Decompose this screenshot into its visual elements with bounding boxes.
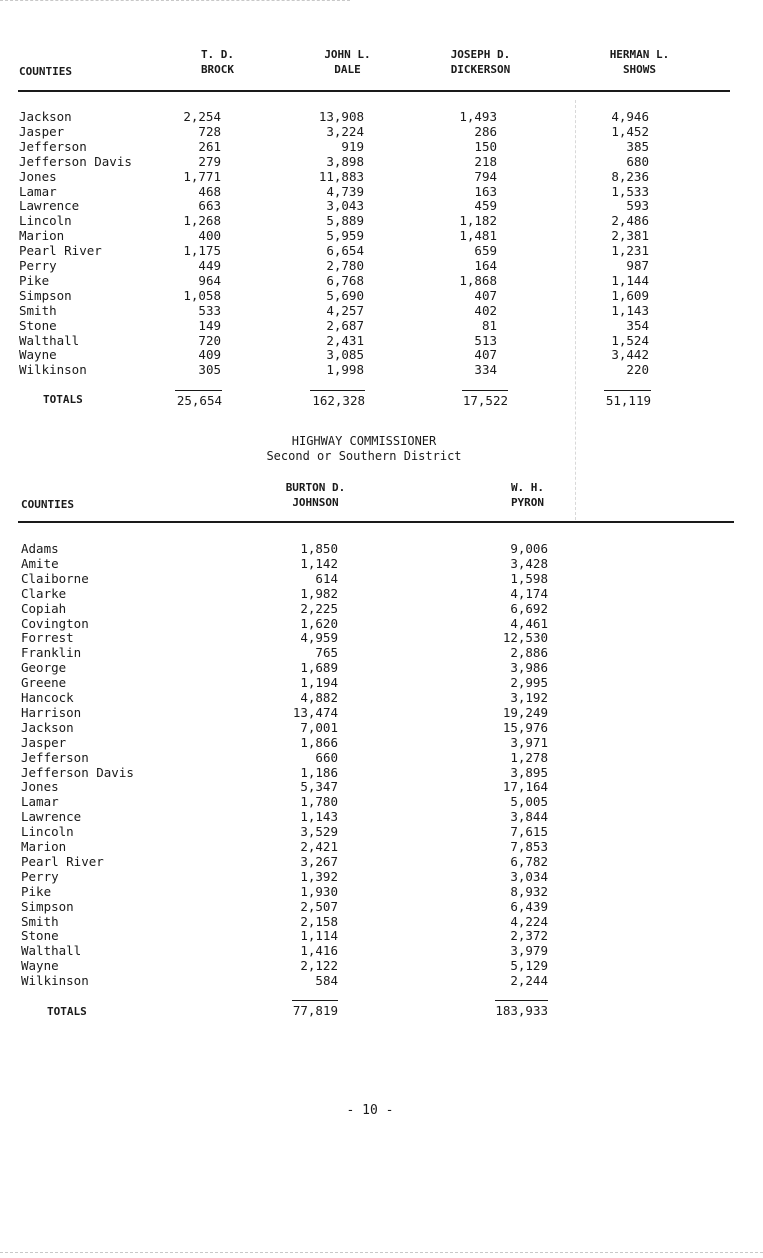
column-header-line: DALE [334, 63, 361, 76]
column-header-line: BURTON D. [285, 481, 346, 494]
vote-count: 1,194 [300, 675, 338, 691]
column-header-line: W. H. [510, 481, 545, 494]
vote-count: 164 [474, 258, 497, 273]
vote-count: 1,144 [611, 272, 649, 288]
table-row [19, 288, 719, 303]
vote-count: 4,174 [510, 585, 548, 601]
vote-count: 6,654 [326, 243, 364, 259]
vote-count: 6,692 [510, 600, 548, 616]
vote-count: 5,347 [300, 779, 338, 795]
vote-count: 2,995 [510, 675, 548, 691]
vote-count: 720 [198, 332, 221, 348]
table-row [19, 362, 719, 377]
vote-count: 3,986 [510, 660, 548, 676]
totals-label: TOTALS [47, 1005, 87, 1018]
county-name: Lamar [21, 794, 59, 810]
vote-count: 8,932 [510, 883, 548, 899]
county-name: Jones [21, 779, 59, 795]
column-header-johnson [268, 480, 363, 510]
county-name: Pike [19, 272, 50, 288]
vote-count: 6,439 [510, 898, 548, 914]
vote-count: 1,186 [300, 764, 338, 780]
column-header-line: DICKERSON [450, 63, 511, 76]
vote-count: 964 [198, 272, 221, 288]
vote-count: 1,598 [510, 570, 548, 586]
county-name: Smith [21, 913, 59, 929]
vote-count: 6,782 [510, 853, 548, 869]
vote-count: 1,998 [326, 362, 364, 378]
vote-count: 409 [198, 347, 221, 363]
vote-count: 2,158 [300, 913, 338, 929]
vote-count: 449 [198, 258, 221, 273]
vote-count: 1,780 [300, 794, 338, 810]
vote-count: 220 [626, 362, 649, 378]
vote-count: 3,844 [510, 809, 548, 825]
county-name: Covington [21, 615, 89, 631]
vote-count: 1,982 [300, 585, 338, 601]
vote-count: 19,249 [502, 704, 548, 720]
vote-count: 660 [315, 749, 338, 765]
vote-count: 1,143 [611, 302, 649, 318]
totals-row [0, 390, 763, 408]
vote-count: 614 [315, 570, 338, 586]
county-name: Pearl River [21, 853, 104, 869]
table-row [21, 958, 621, 973]
county-name: Simpson [19, 287, 72, 303]
vote-count: 1,866 [300, 734, 338, 750]
vote-count: 1,175 [183, 243, 221, 259]
table-row [21, 541, 621, 556]
vote-count: 1,533 [611, 183, 649, 199]
vote-count: 4,461 [510, 615, 548, 631]
vote-count: 2,780 [326, 258, 364, 273]
county-name: Jefferson [19, 138, 87, 154]
vote-count: 1,182 [459, 213, 497, 229]
column-header-line: PYRON [510, 496, 545, 509]
county-name: Lawrence [21, 809, 82, 825]
table-row [21, 645, 621, 660]
county-name: Jefferson [21, 749, 89, 765]
table-row [19, 333, 719, 348]
table-row [21, 750, 621, 765]
vote-count: 1,850 [300, 541, 338, 556]
table-row [21, 884, 621, 899]
county-name: Claiborne [21, 570, 89, 586]
county-name: Greene [21, 675, 67, 691]
scan-edge-bottom [0, 1252, 763, 1253]
vote-count: 1,771 [183, 168, 221, 184]
column-header-line: SHOWS [622, 63, 657, 76]
county-name: Hancock [21, 690, 74, 705]
county-name: Perry [21, 868, 59, 884]
total-dickerson: 17,522 [462, 390, 508, 410]
vote-count: 5,889 [326, 213, 364, 229]
vote-count: 3,971 [510, 734, 548, 750]
table-row [21, 601, 621, 616]
table-row [21, 809, 621, 824]
vote-count: 659 [474, 243, 497, 259]
total-dale: 162,328 [310, 390, 365, 410]
vote-count: 2,886 [510, 645, 548, 661]
county-name: Jackson [21, 719, 74, 735]
vote-count: 1,278 [510, 749, 548, 765]
vote-count: 3,043 [326, 198, 364, 214]
table-row [21, 660, 621, 675]
county-name: Jasper [21, 734, 67, 750]
table-row [19, 184, 719, 199]
vote-count: 1,114 [300, 928, 338, 944]
vote-count: 354 [626, 317, 649, 333]
vote-count: 7,615 [510, 824, 548, 840]
total-pyron: 183,933 [495, 1000, 548, 1020]
column-header-line: HERMAN L. [609, 48, 670, 61]
table-row [21, 720, 621, 735]
vote-count: 4,959 [300, 630, 338, 646]
column-header-brock [170, 47, 265, 77]
county-name: Jones [19, 168, 57, 184]
vote-count: 3,895 [510, 764, 548, 780]
vote-count: 3,979 [510, 943, 548, 959]
vote-count: 459 [474, 198, 497, 214]
county-name: Marion [19, 228, 65, 244]
total-shows: 51,119 [604, 390, 651, 410]
vote-count: 1,493 [459, 109, 497, 124]
vote-count: 5,959 [326, 228, 364, 244]
table-row [19, 198, 719, 213]
county-name: Wayne [21, 958, 59, 974]
table-row [21, 899, 621, 914]
vote-count: 150 [474, 138, 497, 154]
column-header-dickerson [428, 47, 533, 77]
column-header-dale [300, 47, 395, 77]
table-row [21, 973, 621, 988]
vote-count: 2,372 [510, 928, 548, 944]
vote-count: 987 [626, 258, 649, 273]
county-name: Smith [19, 302, 57, 318]
vote-count: 1,058 [183, 287, 221, 303]
table-row [21, 705, 621, 720]
vote-count: 149 [198, 317, 221, 333]
county-name: Forrest [21, 630, 74, 646]
vote-count: 3,529 [300, 824, 338, 840]
vote-count: 15,976 [502, 719, 548, 735]
vote-count: 1,452 [611, 123, 649, 139]
table-row [21, 914, 621, 929]
vote-count: 2,687 [326, 317, 364, 333]
table-row [19, 318, 719, 333]
vote-count: 261 [198, 138, 221, 154]
vote-count: 12,530 [502, 630, 548, 646]
vote-count: 593 [626, 198, 649, 214]
vote-count: 584 [315, 973, 338, 989]
column-header-line: JOHN L. [324, 48, 371, 61]
vote-count: 1,524 [611, 332, 649, 348]
vote-count: 305 [198, 362, 221, 378]
vote-count: 279 [198, 153, 221, 169]
vote-count: 728 [198, 123, 221, 139]
county-name: Wilkinson [21, 973, 89, 989]
table-row [21, 869, 621, 884]
county-name: Jackson [19, 109, 72, 124]
vote-count: 1,392 [300, 868, 338, 884]
vote-count: 2,431 [326, 332, 364, 348]
vote-count: 2,122 [300, 958, 338, 974]
table-row [19, 169, 719, 184]
county-name: Wilkinson [19, 362, 87, 378]
vote-count: 17,164 [502, 779, 548, 795]
county-name: Lamar [19, 183, 57, 199]
county-name: Jefferson Davis [21, 764, 134, 780]
vote-count: 5,690 [326, 287, 364, 303]
table-row [21, 571, 621, 586]
table-row [21, 616, 621, 631]
table-row [21, 586, 621, 601]
county-name: Lawrence [19, 198, 80, 214]
table-row [19, 303, 719, 318]
table-row [19, 109, 719, 124]
vote-count: 4,257 [326, 302, 364, 318]
vote-count: 1,231 [611, 243, 649, 259]
total-brock: 25,654 [175, 390, 222, 410]
vote-count: 3,428 [510, 555, 548, 571]
vote-count: 1,620 [300, 615, 338, 631]
vote-count: 286 [474, 123, 497, 139]
vote-count: 3,034 [510, 868, 548, 884]
table-row [19, 273, 719, 288]
column-header-pyron [480, 480, 575, 510]
county-name: Walthall [21, 943, 82, 959]
vote-count: 3,224 [326, 123, 364, 139]
table-row [19, 124, 719, 139]
vote-count: 4,946 [611, 109, 649, 124]
table-row [21, 839, 621, 854]
vote-count: 402 [474, 302, 497, 318]
vote-count: 11,883 [318, 168, 364, 184]
header-rule [18, 521, 734, 523]
county-name: Amite [21, 555, 59, 571]
vote-count: 5,005 [510, 794, 548, 810]
county-name: Perry [19, 258, 57, 273]
vote-count: 4,739 [326, 183, 364, 199]
vote-count: 13,908 [318, 109, 364, 124]
county-name: Pike [21, 883, 52, 899]
county-name: Wayne [19, 347, 57, 363]
total-johnson: 77,819 [292, 1000, 338, 1020]
vote-count: 533 [198, 302, 221, 318]
table-row [21, 556, 621, 571]
column-header-shows [592, 47, 687, 77]
section-title-district: Second or Southern District [266, 449, 462, 463]
vote-count: 9,006 [510, 541, 548, 556]
vote-count: 1,930 [300, 883, 338, 899]
table-row [19, 243, 719, 258]
county-name: Jefferson Davis [19, 153, 132, 169]
vote-count: 1,268 [183, 213, 221, 229]
section-title [0, 434, 728, 464]
vote-count: 2,421 [300, 839, 338, 854]
section-title-office: HIGHWAY COMMISSIONER [291, 434, 437, 448]
county-name: George [21, 660, 67, 676]
column-header-line: JOSEPH D. [450, 48, 511, 61]
vote-count: 919 [341, 138, 364, 154]
vote-count: 1,689 [300, 660, 338, 676]
table-row [21, 779, 621, 794]
county-name: Adams [21, 541, 59, 556]
table-row [19, 258, 719, 273]
county-name: Harrison [21, 704, 82, 720]
vote-count: 765 [315, 645, 338, 661]
table-row [21, 928, 621, 943]
vote-count: 1,416 [300, 943, 338, 959]
vote-count: 1,143 [300, 809, 338, 825]
vote-count: 663 [198, 198, 221, 214]
vote-count: 4,224 [510, 913, 548, 929]
table-row [21, 943, 621, 958]
vote-count: 407 [474, 287, 497, 303]
table-row [21, 854, 621, 869]
table-row [19, 139, 719, 154]
vote-count: 794 [474, 168, 497, 184]
county-name: Simpson [21, 898, 74, 914]
column-header-counties: COUNTIES [21, 498, 74, 511]
vote-count: 1,481 [459, 228, 497, 244]
county-name: Stone [21, 928, 59, 944]
table-row [21, 765, 621, 780]
vote-count: 6,768 [326, 272, 364, 288]
vote-count: 2,225 [300, 600, 338, 616]
vote-count: 2,381 [611, 228, 649, 244]
vote-count: 3,898 [326, 153, 364, 169]
vote-count: 513 [474, 332, 497, 348]
vote-count: 334 [474, 362, 497, 378]
vote-count: 3,085 [326, 347, 364, 363]
column-header-counties: COUNTIES [19, 65, 72, 78]
vote-count: 1,868 [459, 272, 497, 288]
totals-label: TOTALS [43, 393, 83, 406]
vote-count: 468 [198, 183, 221, 199]
county-name: Jasper [19, 123, 65, 139]
vote-count: 3,267 [300, 853, 338, 869]
table-row [21, 630, 621, 645]
county-name: Clarke [21, 585, 67, 601]
vote-count: 5,129 [510, 958, 548, 974]
county-name: Lincoln [21, 824, 74, 840]
vote-count: 218 [474, 153, 497, 169]
table-row [21, 675, 621, 690]
vote-count: 163 [474, 183, 497, 199]
column-header-line: BROCK [200, 63, 235, 76]
vote-count: 3,192 [510, 690, 548, 705]
table-row [21, 824, 621, 839]
vote-count: 680 [626, 153, 649, 169]
vote-count: 1,142 [300, 555, 338, 571]
vote-count: 81 [481, 317, 497, 333]
vote-count: 400 [198, 228, 221, 244]
vote-count: 2,507 [300, 898, 338, 914]
vote-count: 8,236 [611, 168, 649, 184]
table-row [21, 735, 621, 750]
vote-count: 4,882 [300, 690, 338, 705]
table-row [19, 154, 719, 169]
county-name: Franklin [21, 645, 82, 661]
county-name: Walthall [19, 332, 80, 348]
table-row [19, 213, 719, 228]
county-name: Copiah [21, 600, 67, 616]
vote-count: 385 [626, 138, 649, 154]
county-name: Pearl River [19, 243, 102, 259]
county-name: Lincoln [19, 213, 72, 229]
vote-count: 13,474 [292, 704, 338, 720]
vote-count: 7,853 [510, 839, 548, 854]
table-row [19, 347, 719, 362]
page-number: - 10 - [346, 1103, 394, 1118]
vote-count: 2,254 [183, 109, 221, 124]
vote-count: 2,244 [510, 973, 548, 989]
table-row [21, 794, 621, 809]
column-header-line: T. D. [200, 48, 235, 61]
vote-count: 407 [474, 347, 497, 363]
column-header-line: JOHNSON [292, 496, 339, 509]
vote-count: 7,001 [300, 719, 338, 735]
totals-row [0, 1000, 763, 1018]
table-row [19, 228, 719, 243]
table-row [21, 690, 621, 705]
vote-count: 2,486 [611, 213, 649, 229]
vote-count: 1,609 [611, 287, 649, 303]
county-name: Stone [19, 317, 57, 333]
scan-edge-top [0, 0, 350, 1]
county-name: Marion [21, 839, 67, 854]
vote-count: 3,442 [611, 347, 649, 363]
header-rule [18, 90, 730, 92]
